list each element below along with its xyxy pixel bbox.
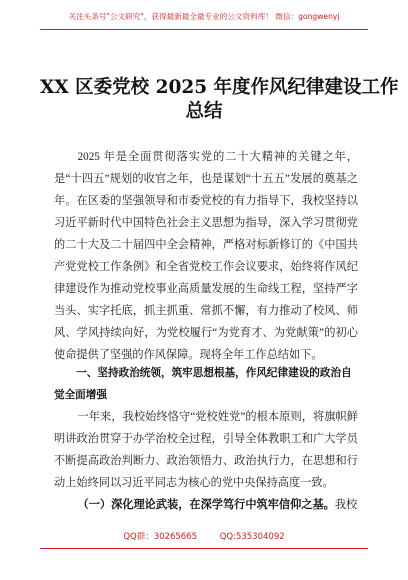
title-line-2: 总结 — [185, 101, 223, 122]
footer-qq-group: QQ群：30265665 — [123, 532, 198, 542]
header-banner: 关注头条号"公文研究"，获得最新最全最专业的公文资料库！ 微信：gongwenyj — [68, 12, 340, 21]
subsection-1-tail: 我校 — [334, 499, 358, 511]
subsection-1-paragraph — [54, 494, 358, 516]
section-1-paragraph: 一年来，我校始终恪守“党校姓党”的根本原则，将旗帜鲜明讲政治贯穿于办学治校全过程，引导全体教职工和广大学员不断提高政治判断力、政治领悟力、政治执行力，在思想和行动上始终同以习近平同志为核心的党中央保持高度一致。 — [54, 411, 358, 489]
intro-paragraph: 2025 年是全面贯彻落实党的二十大精神的关键之年，是“十四五”规划的收官之年，也是谋划“十五五”发展的奠基之年。在区委的坚强领导和市委党校的有力指导下，我校坚持以习近平新时代中国特色社会主义思想为指导，深入学习贯彻党的二十大及二十届四中全会精神，严格对标新修订的《中国共产党党校工作条例》和全省党校工作会议要求，始终将作风纪律建设作为推动党校事业高质量发展的生命线工程，坚持严字当头、实字托底，抓主抓重、常抓不懈，有力推动了校风、师风、学风持续向好，为党校履行“为党育才、为党献策”的初心使命提供了坚强的作风保障。现将全年工作总结如下。 — [54, 151, 358, 361]
section-1-heading: 一、坚持政治统领，筑牢思想根基，作风纪律建设的政治自觉全面增强 — [54, 367, 352, 401]
header-divider — [40, 29, 368, 30]
page-title — [40, 76, 399, 124]
subsection-1-heading: （一）深化理论武装，在深学笃行中筑牢信仰之基。 — [77, 499, 335, 511]
title-line-1: XX 区委党校 2025 年度作风纪律建设工作 — [40, 77, 399, 98]
footer-contact — [40, 528, 368, 546]
footer-qq: QQ:535304092 — [219, 532, 285, 542]
footer-divider — [40, 548, 368, 549]
